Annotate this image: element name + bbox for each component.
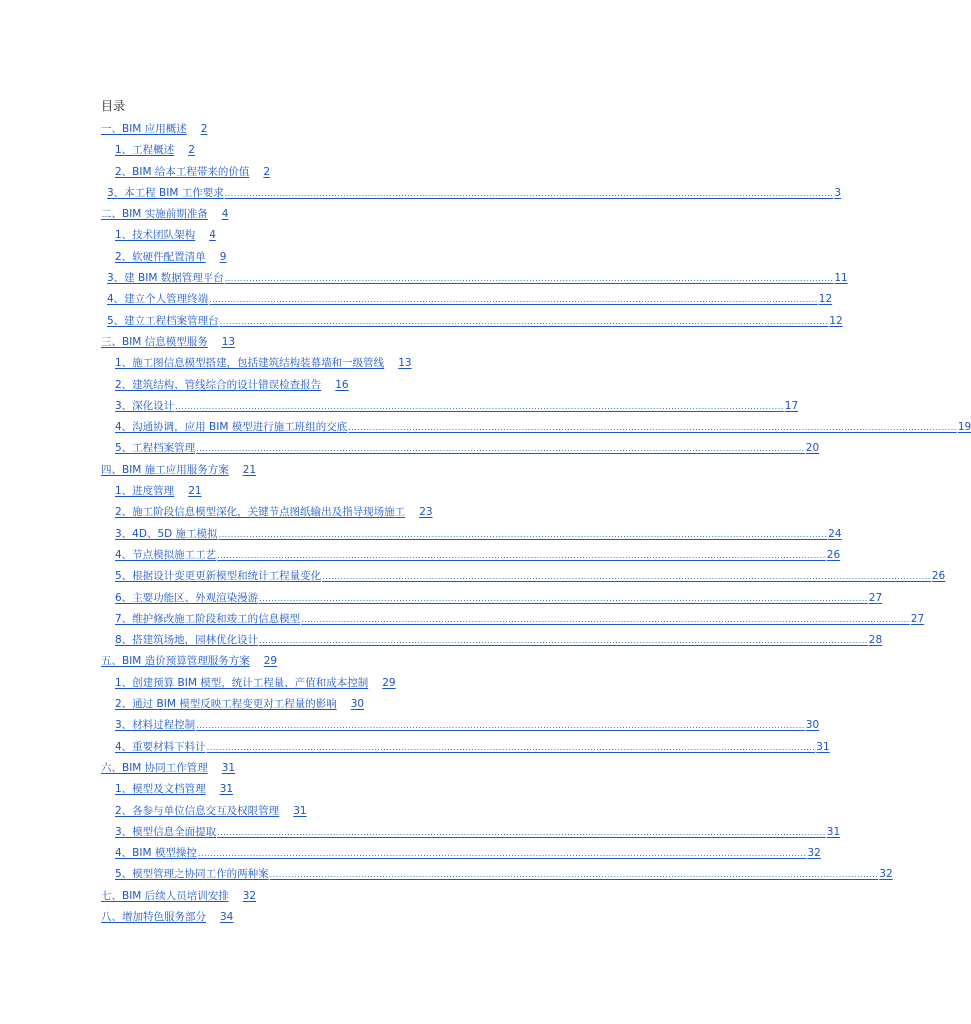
toc-heading: 目录 [101, 99, 126, 113]
toc-entry-title: 3、4D、5D 施工模拟 [115, 527, 218, 540]
toc-entry-title: 2、BIM 给本工程带来的价值 [115, 165, 250, 178]
toc-leader-dots: ........................................................................................................................................................................................................ [175, 401, 784, 411]
toc-page-number: 2 [200, 123, 208, 135]
toc-link[interactable] [115, 867, 893, 882]
toc-entry[interactable] [0, 589, 883, 610]
toc-link[interactable] [115, 165, 270, 180]
toc-entry-title: 1、模型及文档管理 [115, 783, 206, 796]
toc-page-number: 32 [879, 868, 893, 881]
toc-link[interactable] [115, 676, 396, 691]
toc-entry[interactable] [0, 461, 724, 482]
toc-entry-title: 7、维护修改施工阶段和竣工的信息模型 [115, 612, 301, 625]
toc-link[interactable] [107, 314, 843, 329]
toc-entry-title: 七、BIM 后续人员培训安排 [101, 889, 229, 902]
toc-entry-title: 5、工程档案管理 [115, 442, 196, 455]
toc-entry[interactable] [0, 908, 724, 929]
toc-leader-dots: ........................................................................................................................................................................................................ [217, 550, 826, 560]
toc-page-number: 30 [350, 698, 365, 711]
toc-entry[interactable] [0, 738, 830, 759]
toc-link[interactable] [115, 569, 946, 584]
toc-page-number: 31 [221, 761, 236, 774]
toc-link[interactable] [115, 378, 349, 393]
toc-entry[interactable] [0, 141, 724, 162]
toc-leader-dots: ........................................................................................................................................................................................................ [224, 274, 834, 284]
toc-entry-title: 4、BIM 模型操控 [115, 847, 197, 860]
toc-leader-dots: ........................................................................................................................................................................................................ [322, 572, 931, 582]
toc-entry[interactable] [0, 163, 724, 184]
toc-leader-dots: ........................................................................................................................................................................................................ [224, 188, 834, 198]
toc-entry[interactable] [0, 887, 724, 908]
toc-entry[interactable] [0, 631, 883, 652]
toc-entry-title: 二、BIM 实施前期准备 [101, 208, 208, 221]
toc-entry[interactable] [0, 802, 724, 823]
toc-leader-dots: ........................................................................................................................................................................................................ [206, 742, 816, 752]
toc-entry-title: 4、建立个人管理终端 [107, 293, 209, 306]
toc-page-number: 19 [957, 421, 971, 434]
toc-link[interactable] [115, 250, 226, 265]
toc-link[interactable] [115, 356, 412, 371]
toc-link[interactable] [107, 292, 833, 307]
toc-leader-dots: ........................................................................................................................................................................................................ [196, 444, 805, 454]
toc-leader-dots: ........................................................................................................................................................................................................ [259, 593, 868, 603]
toc-link[interactable] [115, 804, 307, 819]
toc-page-number: 2 [188, 144, 195, 157]
toc-link[interactable] [115, 228, 216, 243]
toc-entry-title: 2、施工阶段信息模型深化，关键节点图纸输出及指导现场施工 [115, 506, 406, 519]
toc-entry-title: 3、建 BIM 数据管理平台 [107, 272, 224, 285]
toc-link[interactable] [101, 761, 235, 776]
toc-link[interactable] [101, 122, 207, 137]
toc-page-number: 32 [242, 889, 257, 902]
toc-entry[interactable] [0, 120, 724, 141]
toc-entry[interactable] [0, 290, 833, 311]
toc-link[interactable] [115, 143, 195, 158]
toc-page-number: 28 [868, 634, 883, 647]
toc-entry-title: 八、增加特色服务部分 [101, 910, 206, 923]
toc-link[interactable] [115, 399, 799, 414]
toc-entry-title: 3、模型信息全面提取 [115, 825, 217, 838]
toc-entry[interactable] [0, 759, 724, 780]
toc-entry[interactable] [0, 844, 821, 865]
toc-entry[interactable] [0, 610, 925, 631]
toc-entry[interactable] [0, 652, 724, 673]
toc-link[interactable] [115, 505, 433, 520]
toc-leader-dots: ........................................................................................................................................................................................................ [219, 316, 829, 326]
toc-page-number: 13 [398, 357, 412, 370]
toc-link[interactable] [101, 463, 256, 478]
toc-page-number: 26 [931, 570, 946, 583]
toc-page-number: 31 [219, 783, 234, 796]
toc-entry-title: 三、BIM 信息模型服务 [101, 335, 208, 348]
toc-entry-title: 2、软硬件配置清单 [115, 250, 206, 263]
toc-entry-title: 4、节点模拟施工工艺 [115, 548, 217, 561]
toc-link[interactable] [115, 612, 925, 627]
toc-page-number: 29 [263, 655, 278, 668]
toc-entry-title: 1、进度管理 [115, 485, 175, 498]
toc-link[interactable] [101, 335, 235, 350]
toc-page-number: 30 [805, 719, 820, 732]
toc-entry[interactable] [0, 312, 843, 333]
toc-page-number: 21 [188, 485, 202, 498]
toc-entry-title: 1、技术团队架构 [115, 229, 196, 242]
toc-entry-title: 2、通过 BIM 模型反映工程变更对工程量的影响 [115, 698, 337, 711]
toc-entry-title: 5、根据设计变更更新模型和统计工程量变化 [115, 570, 322, 583]
toc-entry[interactable] [0, 674, 724, 695]
toc-entry[interactable] [0, 418, 971, 439]
toc-page-number: 12 [829, 314, 843, 327]
toc-page-number: 17 [784, 399, 799, 412]
toc-page-number: 4 [221, 208, 229, 221]
toc-leader-dots: ........................................................................................................................................................................................................ [301, 614, 910, 624]
toc-page-number: 31 [293, 804, 307, 817]
toc-page-number: 9 [219, 250, 227, 263]
toc-link[interactable] [115, 548, 841, 563]
toc-entry[interactable] [0, 695, 724, 716]
toc-entry-title: 3、本工程 BIM 工作要求 [107, 186, 224, 199]
toc-entry[interactable] [0, 439, 820, 460]
toc-entry-title: 1、施工图信息模型搭建，包括建筑结构装幕墙和一级管线 [115, 357, 385, 370]
toc-leader-dots: ........................................................................................................................................................................................................ [209, 295, 818, 305]
toc-page-number: 26 [826, 548, 841, 561]
toc-page-number: 4 [209, 229, 216, 242]
toc-page-number: 20 [805, 442, 820, 455]
toc-page-number: 29 [382, 676, 396, 689]
toc-leader-dots: ........................................................................................................................................................................................................ [218, 529, 828, 539]
toc-link[interactable] [115, 697, 364, 712]
toc-entry[interactable] [0, 567, 946, 588]
toc-entry-title: 一、BIM 应用概述 [101, 123, 187, 135]
toc-entry-title: 4、沟通协调，应用 BIM 模型进行施工班组的交底 [115, 421, 348, 434]
toc-leader-dots: ........................................................................................................................................................................................................ [217, 827, 826, 837]
toc-link[interactable] [115, 527, 842, 542]
toc-entry[interactable] [0, 865, 893, 886]
toc-link[interactable] [115, 420, 971, 435]
toc-page-number: 11 [834, 272, 848, 285]
toc-entry-title: 8、搭建筑场地，园林优化设计 [115, 634, 259, 647]
toc-entry[interactable] [0, 226, 724, 247]
toc-entry[interactable] [0, 333, 724, 354]
toc-page-number: 31 [826, 825, 841, 838]
toc-entry-title: 1、创建预算 BIM 模型，统计工程量、产值和成本控制 [115, 676, 369, 689]
toc-entry-title: 六、BIM 协同工作管理 [101, 761, 208, 774]
toc-entry[interactable] [0, 503, 724, 524]
toc-page-number: 12 [818, 293, 833, 306]
toc-link[interactable] [101, 207, 228, 222]
toc-entry[interactable] [0, 546, 841, 567]
toc-page-number: 31 [816, 740, 830, 753]
toc-entry-title: 四、BIM 施工应用服务方案 [101, 463, 229, 476]
toc-link[interactable] [115, 825, 841, 840]
toc-entry[interactable] [0, 397, 799, 418]
toc-entry[interactable] [0, 780, 724, 801]
toc-page-number: 34 [220, 910, 234, 923]
toc-page-number: 23 [419, 506, 433, 519]
toc-link[interactable] [115, 718, 820, 733]
toc-entry[interactable] [0, 269, 848, 290]
toc-entry-title: 五、BIM 造价预算管理服务方案 [101, 655, 250, 668]
toc-link[interactable] [101, 910, 233, 925]
toc-entry-title: 3、材料过程控制 [115, 719, 196, 732]
toc-page-number: 16 [335, 378, 349, 391]
toc-page-number: 32 [807, 847, 821, 860]
toc-page-number: 2 [263, 165, 271, 178]
toc-entry[interactable] [0, 716, 820, 737]
toc-entry[interactable] [0, 354, 724, 375]
toc-page-number: 27 [910, 612, 925, 625]
toc-entry[interactable] [0, 205, 724, 226]
toc-link[interactable] [115, 484, 202, 499]
toc-entry[interactable] [0, 482, 724, 503]
toc-page-number: 13 [221, 335, 236, 348]
toc-entry-title: 5、建立工程档案管理台 [107, 314, 219, 327]
toc-entry[interactable] [0, 376, 724, 397]
toc-page-number: 3 [834, 186, 841, 199]
toc-entry[interactable] [0, 823, 841, 844]
toc-leader-dots: ........................................................................................................................................................................................................ [259, 636, 868, 646]
toc-page-number: 27 [868, 591, 883, 604]
toc-link[interactable] [115, 782, 233, 797]
toc-leader-dots: ........................................................................................................................................................................................................ [348, 423, 957, 433]
toc-link[interactable] [115, 591, 883, 606]
toc-leader-dots: ........................................................................................................................................................................................................ [197, 849, 807, 859]
toc-page-number: 24 [828, 527, 842, 540]
toc-entry-title: 6、主要功能区、外观渲染漫游 [115, 591, 259, 604]
toc-link[interactable] [115, 441, 820, 456]
toc-link[interactable] [115, 846, 821, 861]
toc-leader-dots: ........................................................................................................................................................................................................ [196, 721, 805, 731]
toc-entry-title: 2、各参与单位信息交互及权限管理 [115, 804, 280, 817]
toc-entry[interactable] [0, 184, 841, 205]
toc-entry-title: 5、模型管理之协同工作的两种案 [115, 868, 269, 881]
table-of-contents [0, 120, 971, 929]
toc-entry[interactable] [0, 248, 724, 269]
toc-entry-title: 3、深化设计 [115, 399, 175, 412]
toc-link[interactable] [101, 889, 256, 904]
toc-link[interactable] [115, 740, 830, 755]
toc-link[interactable] [107, 186, 841, 201]
toc-link[interactable] [115, 633, 883, 648]
toc-entry-title: 4、重要材料下料计 [115, 740, 206, 753]
toc-leader-dots: ........................................................................................................................................................................................................ [269, 870, 879, 880]
toc-page-number: 21 [242, 463, 257, 476]
toc-entry-title: 1、工程概述 [115, 144, 175, 157]
toc-link[interactable] [101, 654, 277, 669]
toc-entry-title: 2、建筑结构、管线综合的设计错误检查报告 [115, 378, 322, 391]
toc-entry[interactable] [0, 525, 842, 546]
toc-link[interactable] [107, 271, 848, 286]
